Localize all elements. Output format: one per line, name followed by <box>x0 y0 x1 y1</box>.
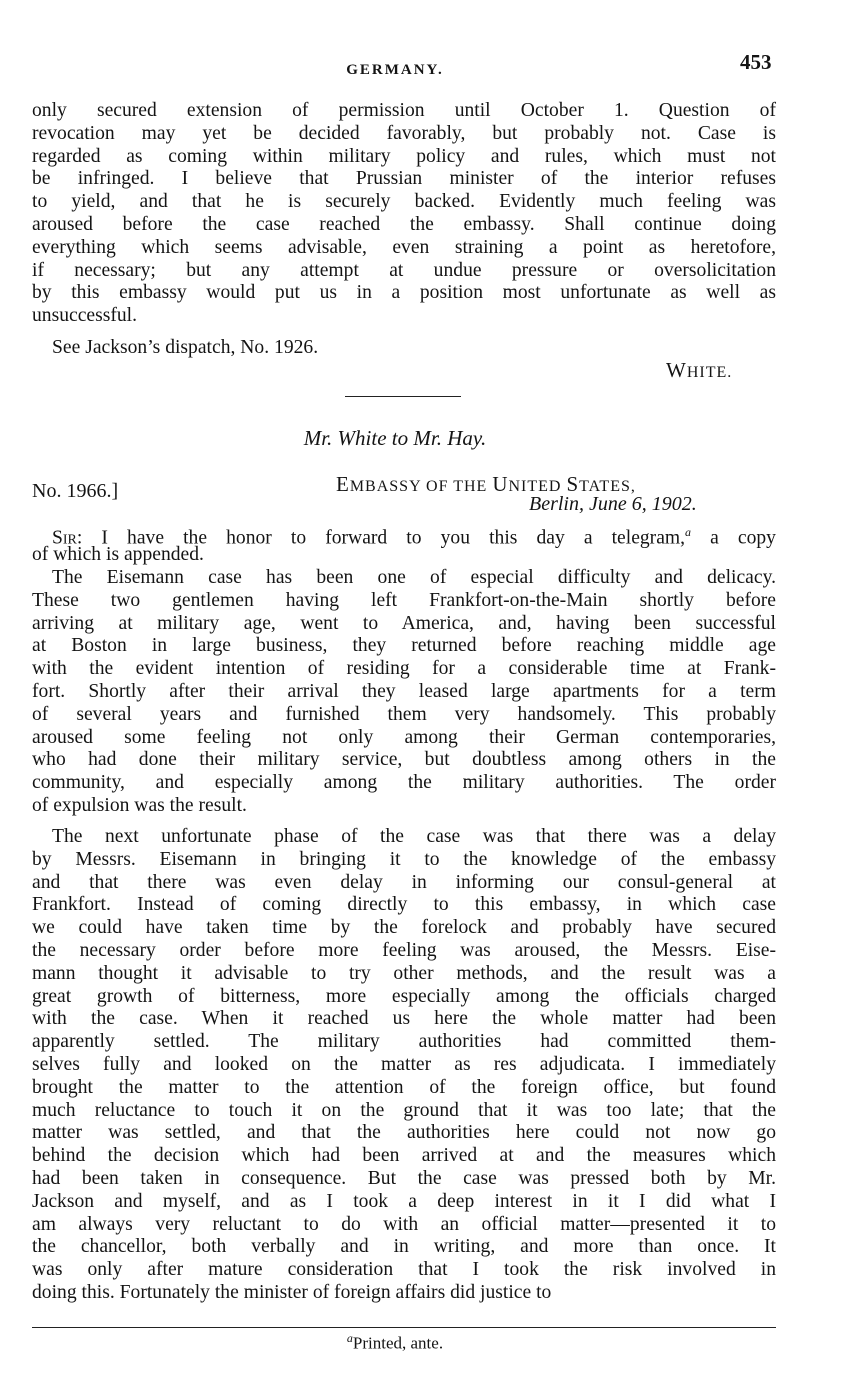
second-paragraph <box>32 567 776 818</box>
third-paragraph-line: behind the decision which had been arrived at and the measures which <box>32 1145 776 1167</box>
third-paragraph-line: mann thought it advisable to try other methods, and the result was a <box>32 962 776 984</box>
embassy-line: EMBASSY OF THE UNITED STATES, <box>336 472 636 496</box>
running-title: GERMANY. <box>346 62 444 78</box>
footnote-text: Printed, ante. <box>352 1333 444 1353</box>
third-paragraph-line: selves fully and looked on the matter as res adjudicata. I immediately <box>32 1053 776 1075</box>
third-paragraph-line: we could have taken time by the forelock and probably have secured <box>32 917 776 939</box>
letter-heading: Mr. White to Mr. Hay. <box>303 426 487 450</box>
second-paragraph-line: of expulsion was the result. <box>32 794 247 816</box>
third-paragraph-line: much reluctance to touch it on the ground that it was too late; that the <box>32 1099 776 1121</box>
first-block-paragraph <box>32 100 776 328</box>
first-block-line: if necessary; but any attempt at undue pressure or oversolicitation <box>32 259 776 281</box>
third-paragraph-line: by Messrs. Eisemann in bringing it to the knowledge of the embassy <box>32 848 776 870</box>
third-paragraph-line: the necessary order before more feeling was aroused, the Messrs. Eise- <box>32 939 776 961</box>
second-paragraph-line: fort. Shortly after their arrival they leased large apartments for a term <box>32 680 776 702</box>
third-paragraph-line: the chancellor, both verbally and in writing, and more than once. It <box>32 1236 776 1258</box>
third-paragraph-line: Frankfort. Instead of coming directly to this embassy, in which case <box>32 894 776 916</box>
third-paragraph-line: apparently settled. The military authorities had committed them- <box>32 1031 776 1053</box>
third-paragraph-line: had been taken in consequence. But the case was pressed both by Mr. <box>32 1167 776 1189</box>
footnote-marker: a <box>685 525 692 539</box>
first-block-line: unsuccessful. <box>32 305 138 327</box>
dispatch-number: No. 1966.] <box>32 480 119 502</box>
dateline: Berlin, June 6, 1902. <box>529 493 697 515</box>
first-block-line: revocation may yet be decided favorably, but probably not. Case is <box>32 122 776 144</box>
footnote-divider <box>32 1327 776 1328</box>
second-paragraph-line: with the evident intention of residing for a considerable time at Frank- <box>32 658 776 680</box>
second-paragraph-line: community, and especially among the military authorities. The order <box>32 772 776 794</box>
third-paragraph-line: and that there was even delay in informing our consul-general at <box>32 871 776 893</box>
third-paragraph <box>32 826 776 1305</box>
second-paragraph-line: who had done their military service, but doubtless among others in the <box>32 749 776 771</box>
third-paragraph-line: The next unfortunate phase of the case was that there was a delay <box>52 826 776 847</box>
second-paragraph-line: These two gentlemen having left Frankfort-on-the-Main shortly before <box>32 589 776 611</box>
second-paragraph-line: aroused some feeling not only among their German contemporaries, <box>32 726 776 748</box>
third-paragraph-line: with the case. When it reached us here the whole matter had been <box>32 1008 776 1030</box>
third-paragraph-line: Jackson and myself, and as I took a deep interest in it I did what I <box>32 1190 776 1212</box>
second-paragraph-line: The Eisemann case has been one of especial difficulty and delicacy. <box>52 567 776 588</box>
see-reference-text: See Jackson’s dispatch, No. 1926. <box>52 337 319 358</box>
second-paragraph-line: arriving at military age, went to America, and, having been successful <box>32 612 776 634</box>
page-number: 453 <box>740 50 772 74</box>
opening-line-2: of which is appended. <box>32 543 204 565</box>
first-block-line: everything which seems advisable, even straining a point as heretofore, <box>32 236 776 258</box>
first-block-line: only secured extension of permission until October 1. Question of <box>32 100 776 121</box>
third-paragraph-line: brought the matter to the attention of the foreign office, but found <box>32 1076 776 1098</box>
second-paragraph-line: of several years and furnished them very handsomely. This probably <box>32 703 776 725</box>
first-block-line: to yield, and that he is securely backed. Evidently much feeling was <box>32 191 776 213</box>
first-block-line: aroused before the case reached the embassy. Shall continue doing <box>32 213 776 235</box>
third-paragraph-line: great growth of bitterness, more especially among the officials charged <box>32 985 776 1007</box>
signature: WHITE. <box>666 358 733 382</box>
footnote-marker-label: a <box>346 1331 353 1345</box>
footnote <box>0 1331 790 1354</box>
salutation: Sir <box>52 527 77 549</box>
see-reference-line <box>32 337 776 360</box>
first-block-line: be infringed. I believe that Prussian minister of the interior refuses <box>32 168 776 190</box>
third-paragraph-line: was only after mature consideration that I took the risk involved in <box>32 1259 776 1281</box>
salutation-line: Sir: I have the honor to forward to you this day a telegram,$^a$ a copy <box>52 525 776 549</box>
section-divider <box>345 396 461 397</box>
first-block-line: by this embassy would put us in a position most unfortunate as well as <box>32 282 776 304</box>
first-block-line: regarded as coming within military policy and rules, which must not <box>32 145 776 167</box>
opening-paragraph <box>32 521 776 567</box>
third-paragraph-line: matter was settled, and that the authorities here could not now go <box>32 1122 776 1144</box>
third-paragraph-line: am always very reluctant to do with an official matter—presented it to <box>32 1213 776 1235</box>
third-paragraph-line: doing this. Fortunately the minister of foreign affairs did justice to <box>32 1281 552 1303</box>
second-paragraph-line: at Boston in large business, they returned before reaching middle age <box>32 635 776 657</box>
